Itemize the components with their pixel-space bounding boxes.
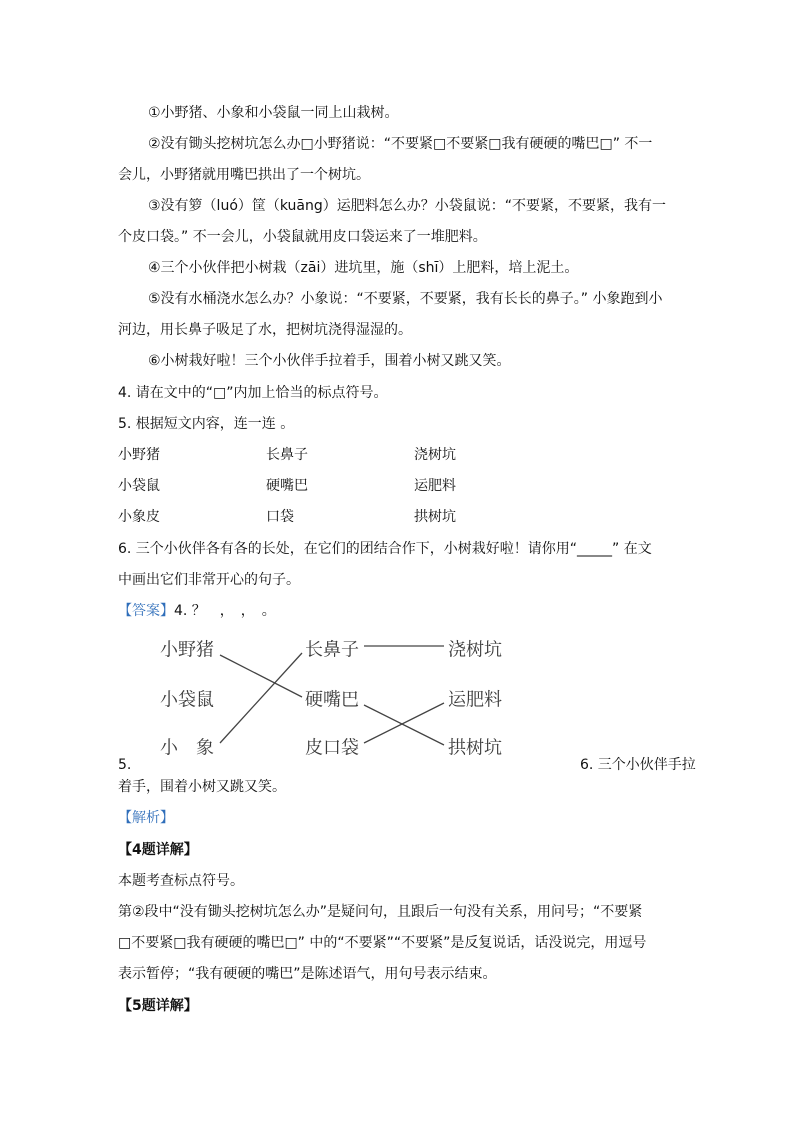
diagram-right-label: 拱树坑: [448, 737, 502, 759]
matching-cell: 浇树坑: [414, 447, 456, 463]
answer-label: 【答案】: [118, 603, 174, 619]
q4-detail-line: 本题考查标点符号。: [118, 873, 244, 889]
diagram-right-label: 浇树坑: [448, 639, 502, 661]
matching-cell: 小袋鼠: [118, 478, 160, 494]
diagram-middle-label: 皮口袋: [305, 737, 359, 759]
answer-q6-line-1: 6. 三个小伙伴手拉: [580, 757, 696, 773]
diagram-left-label: 小野猪: [160, 639, 214, 661]
matching-answer-diagram: [150, 630, 520, 770]
q4-detail-line: 表示暂停；“我有硬硬的嘴巴”是陈述语气，用句号表示结束。: [118, 966, 497, 982]
question-5: 5. 根据短文内容，连一连 。: [118, 416, 295, 432]
matching-cell: 长鼻子: [266, 447, 308, 463]
matching-cell: 口袋: [266, 509, 294, 525]
question-6-line-2: 中画出它们非常开心的句子。: [118, 572, 300, 588]
connection-line-left-middle: [220, 653, 302, 743]
diagram-right-label: 运肥料: [448, 689, 502, 711]
connection-line-left-middle: [220, 655, 302, 697]
passage-line-9: ⑥小树栽好啦！三个小伙伴手拉着手，围着小树又跳又笑。: [148, 353, 511, 369]
diagram-left-label: 小 象: [160, 737, 214, 759]
diagram-middle-label: 长鼻子: [305, 639, 359, 661]
diagram-middle-label: 硬嘴巴: [305, 689, 359, 711]
passage-line-5: 个皮口袋。” 不一会儿，小袋鼠就用皮口袋运来了一堆肥料。: [118, 229, 487, 245]
passage-line-8: 河边，用长鼻子吸足了水，把树坑浇得湿湿的。: [118, 322, 412, 338]
matching-cell: 运肥料: [414, 478, 456, 494]
passage-line-3: 会儿，小野猪就用嘴巴拱出了一个树坑。: [118, 167, 370, 183]
matching-cell: 硬嘴巴: [266, 478, 308, 494]
question-4: 4. 请在文中的“□”内加上恰当的标点符号。: [118, 385, 388, 401]
q4-detail-line: 第②段中“没有锄头挖树坑怎么办”是疑问句，且跟后一句没有关系，用问号；“不要紧: [118, 904, 643, 920]
q4-detail-heading: 【4题详解】: [118, 842, 198, 858]
connection-line-middle-right: [364, 705, 444, 745]
passage-line-7: ⑤没有水桶浇水怎么办？小象说：“不要紧，不要紧，我有长长的鼻子。” 小象跑到小: [148, 291, 663, 307]
matching-cell: 小野猪: [118, 447, 160, 463]
analysis-label: 【解析】: [118, 810, 174, 826]
passage-line-4: ③没有箩（luó）筐（kuāng）运肥料怎么办？小袋鼠说：“不要紧，不要紧，我有一: [148, 198, 667, 214]
passage-line-2: ②没有锄头挖树坑怎么办□小野猪说：“不要紧□不要紧□我有硬硬的嘴巴□” 不一: [148, 136, 653, 152]
passage-line-1: ①小野猪、小象和小袋鼠一同上山栽树。: [148, 105, 399, 121]
passage-line-6: ④三个小伙伴把小树栽（zāi）进坑里，施（shī）上肥料，培上泥土。: [148, 260, 579, 276]
connection-line-middle-right: [364, 703, 444, 743]
q5-detail-heading: 【5题详解】: [118, 998, 198, 1014]
matching-cell: 小象皮: [118, 509, 160, 525]
q4-detail-line: □不要紧□我有硬硬的嘴巴□” 中的“不要紧”“不要紧”是反复说话，话没说完，用逗号: [118, 935, 647, 951]
answer-q4: 4. ？ ， ， 。: [174, 603, 276, 619]
diagram-left-label: 小袋鼠: [160, 689, 214, 711]
question-6-line-1: 6. 三个小伙伴各有各的长处，在它们的团结合作下，小树栽好啦！请你用“_____” 在文: [118, 541, 652, 557]
answer-q5-number: 5.: [118, 757, 132, 773]
answer-line: [118, 601, 276, 621]
answer-q6-line-2: 着手，围着小树又跳又笑。: [118, 779, 286, 795]
matching-cell: 拱树坑: [414, 509, 456, 525]
